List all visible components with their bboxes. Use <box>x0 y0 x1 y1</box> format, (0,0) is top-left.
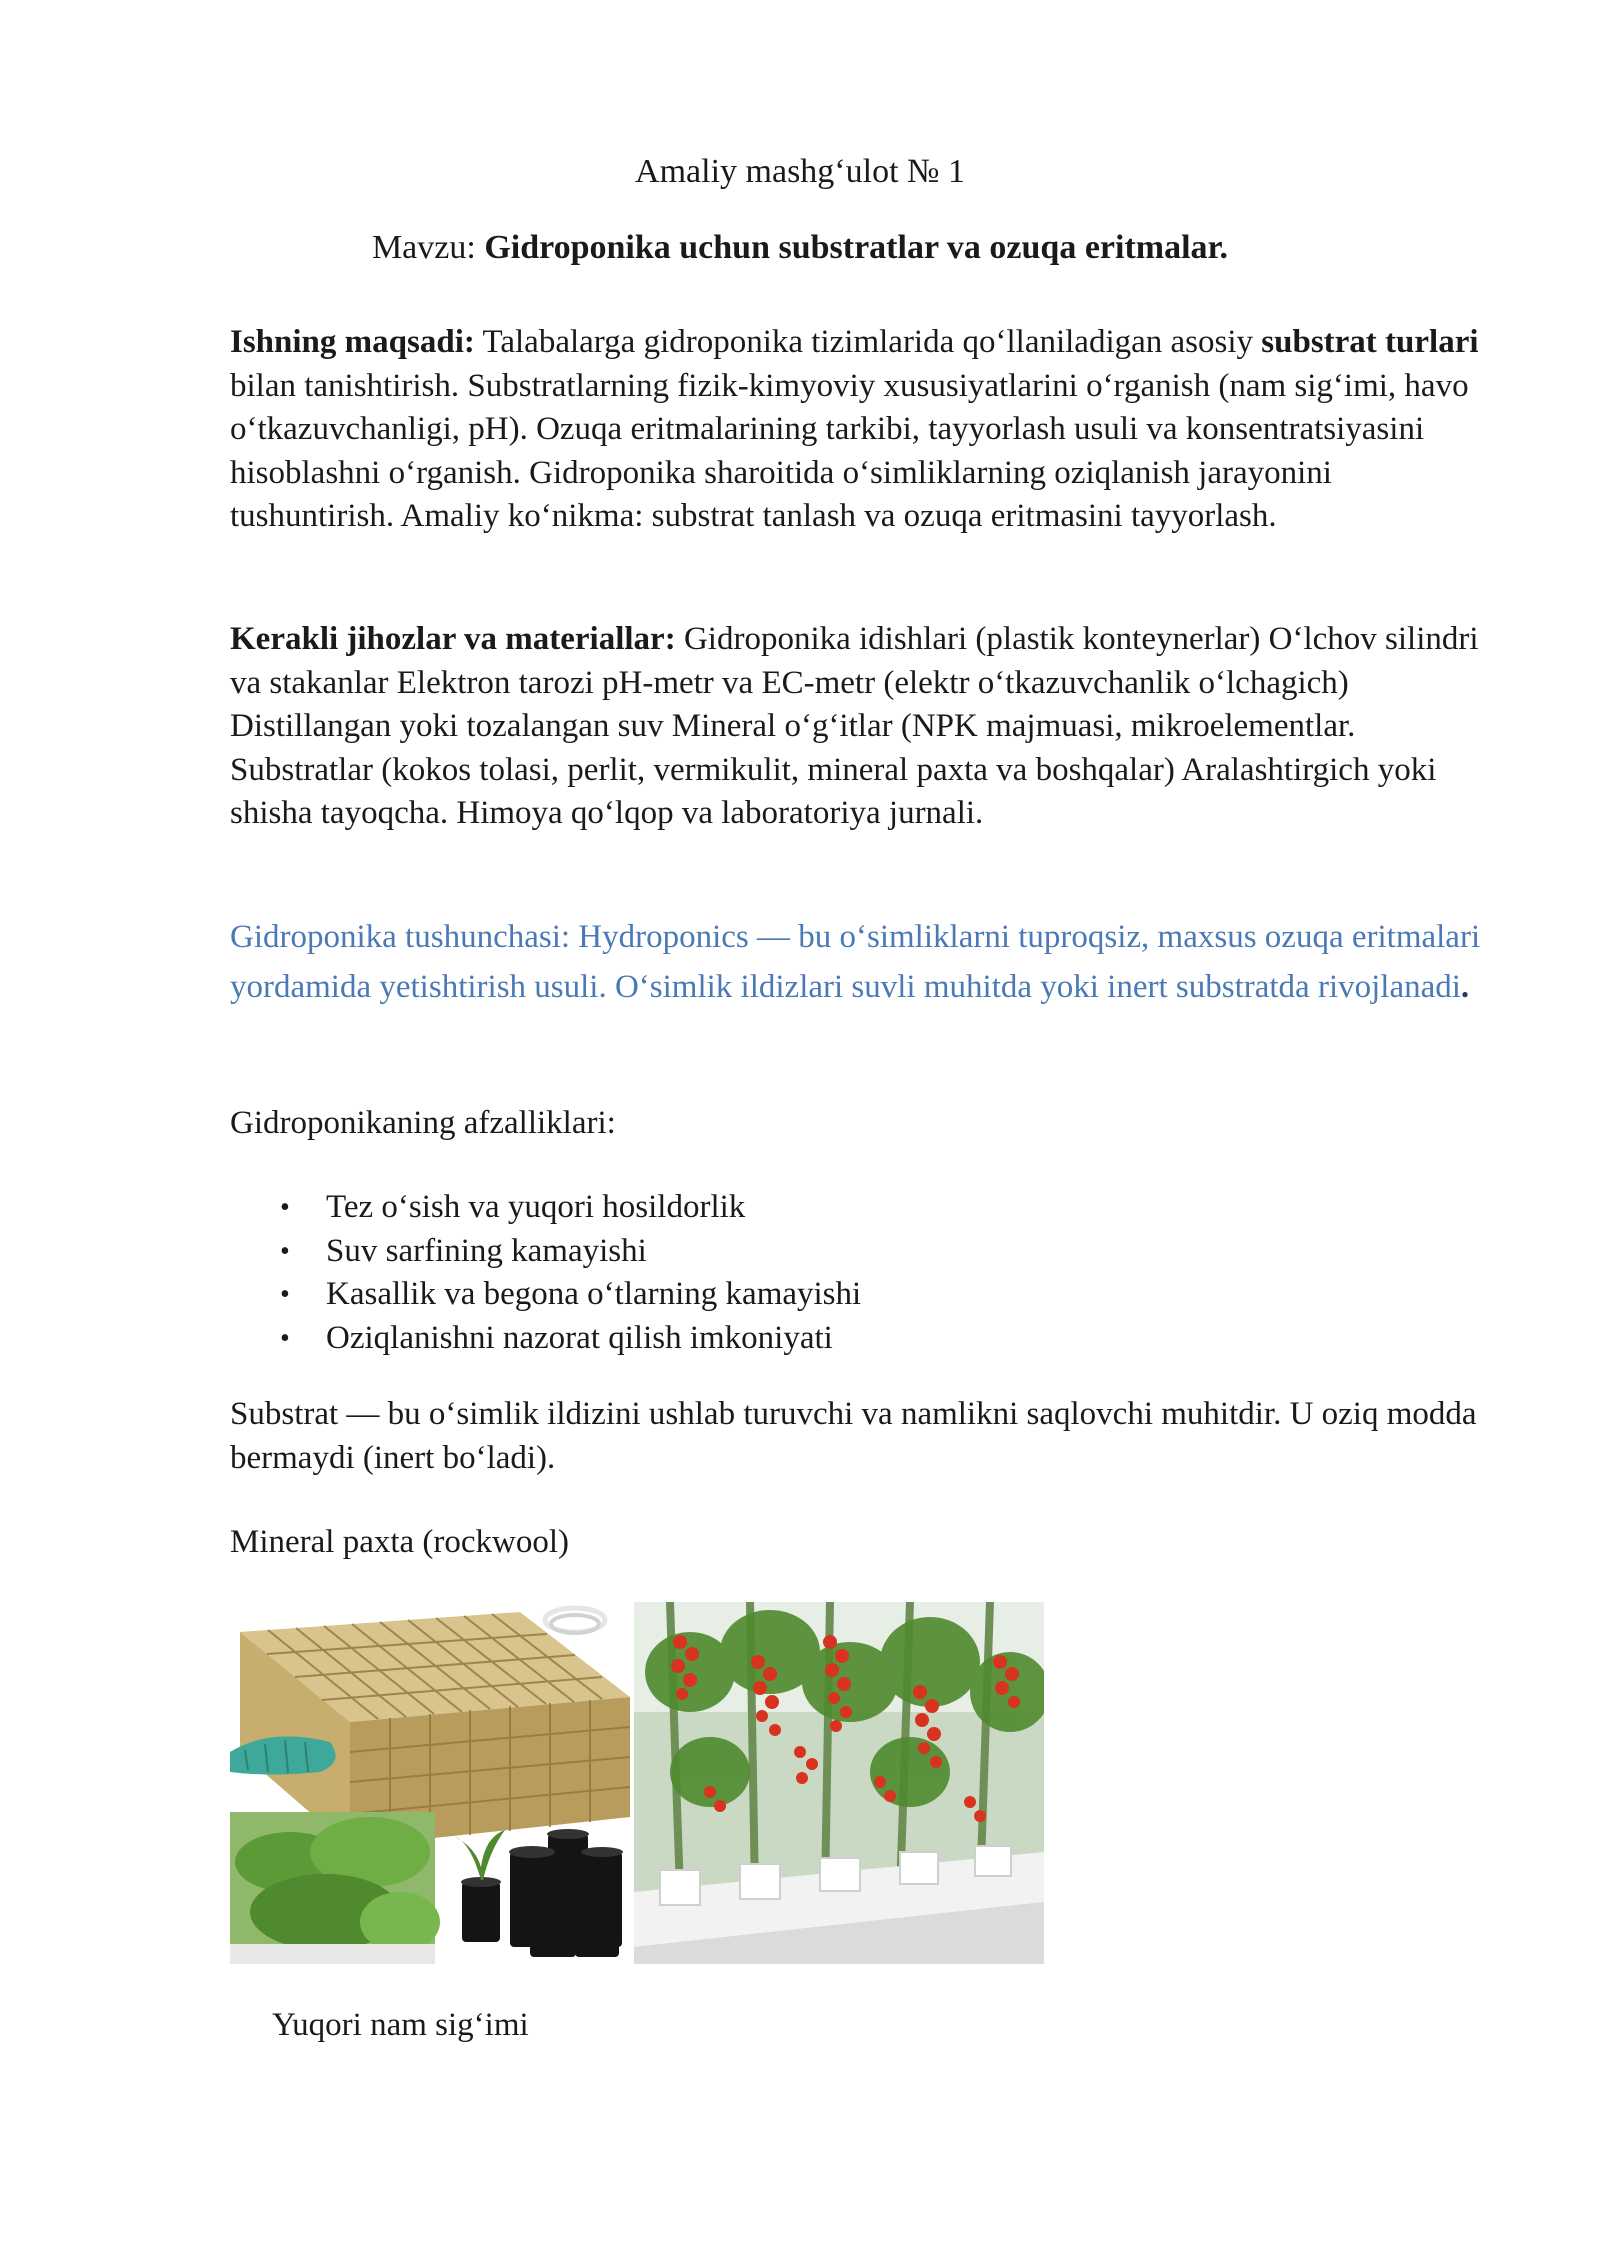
bullet-icon: • <box>280 1192 290 1223</box>
topic-title: Gidroponika uchun substratlar va ozuqa eritmalar. <box>484 229 1229 266</box>
goal-bold-term: substrat turlari <box>1261 324 1479 360</box>
equipment-label: Kerakli jihozlar va materiallar: <box>230 621 676 657</box>
definition-end: . <box>1460 969 1470 1005</box>
bullet-icon: • <box>280 1235 290 1267</box>
substrat-paragraph: Substrat — bu o‘simlik ildizini ushlab turuvchi va namlikni saqlovchi muhitdir. U oziq modda bermaydi (inert bo‘ladi). <box>230 1396 1477 1476</box>
list-item-text: Tez o‘sish va yuqori hosildorlik <box>326 1189 746 1225</box>
bullet-icon: • <box>280 1322 290 1354</box>
list-item <box>230 1317 861 1361</box>
list-item <box>230 1186 861 1230</box>
rockwool-collage-image <box>230 1602 630 1964</box>
goal-text-1: Talabalarga gidroponika tizimlarida qo‘llaniladigan asosiy <box>474 324 1262 360</box>
equipment-text: Gidroponika idishlari (plastik konteynerlar) O‘lchov silindri va stakanlar Elektron tarozi pH-metr va EC-metr (elektr o‘tkazuvchanlik o‘lchagich) Distillangan yoki tozalangan suv Mineral o‘g‘itlar (NPK majmuasi, mikroelementlar. Substratlar (kokos tolasi, perlit, vermikulit, mineral paxta va boshqalar) Aralashtirgich yoki shisha tayoqcha. Himoya qo‘lqop va laboratoriya jurnali. <box>230 621 1479 831</box>
page-title: Amaliy mashg‘ulot № 1 <box>635 153 965 190</box>
topic-prefix: Mavzu: <box>371 229 485 266</box>
tomato-greenhouse-image <box>634 1602 1044 1964</box>
list-item <box>230 1230 861 1274</box>
advantages-list <box>230 1186 861 1360</box>
rockwool-figure <box>230 1602 1044 1964</box>
list-item-text: Kasallik va begona o‘tlarning kamayishi <box>326 1276 862 1312</box>
goal-paragraph <box>230 321 1480 539</box>
figure-caption: Yuqori nam sig‘imi <box>272 2007 529 2043</box>
advantages-heading: Gidroponikaning afzalliklari: <box>230 1105 616 1141</box>
bullet-icon: • <box>280 1279 290 1310</box>
goal-label: Ishning maqsadi: <box>230 324 475 360</box>
mineral-heading: Mineral paxta (rockwool) <box>230 1524 570 1560</box>
topic-line <box>0 228 1600 268</box>
definition-text: Gidroponika tushunchasi: Hydroponics — bu o‘simliklarni tuproqsiz, maxsus ozuqa eritmalari yordamida yetishtirish usuli. O‘simlik ildizlari suvli muhitda yoki inert substratda rivojlanadi <box>230 919 1481 1005</box>
list-item-text: Oziqlanishni nazorat qilish imkoniyati <box>326 1319 833 1356</box>
equipment-paragraph <box>230 618 1480 836</box>
list-item <box>230 1273 861 1317</box>
definition-paragraph <box>230 912 1500 1012</box>
list-item-text: Suv sarfining kamayishi <box>326 1232 647 1269</box>
goal-text-2: bilan tanishtirish. Substratlarning fizik-kimyoviy xususiyatlarini o‘rganish (nam sig‘imi, havo o‘tkazuvchanligi, pH). Ozuqa eritmalarining tarkibi, tayyorlash usuli va konsentratsiyasini hisoblashni o‘rganish. Gidroponika sharoitida o‘simliklarning oziqlanish jarayonini tushuntirish. Amaliy ko‘nikma: substrat tanlash va ozuqa eritmasini tayyorlash. <box>230 367 1469 534</box>
